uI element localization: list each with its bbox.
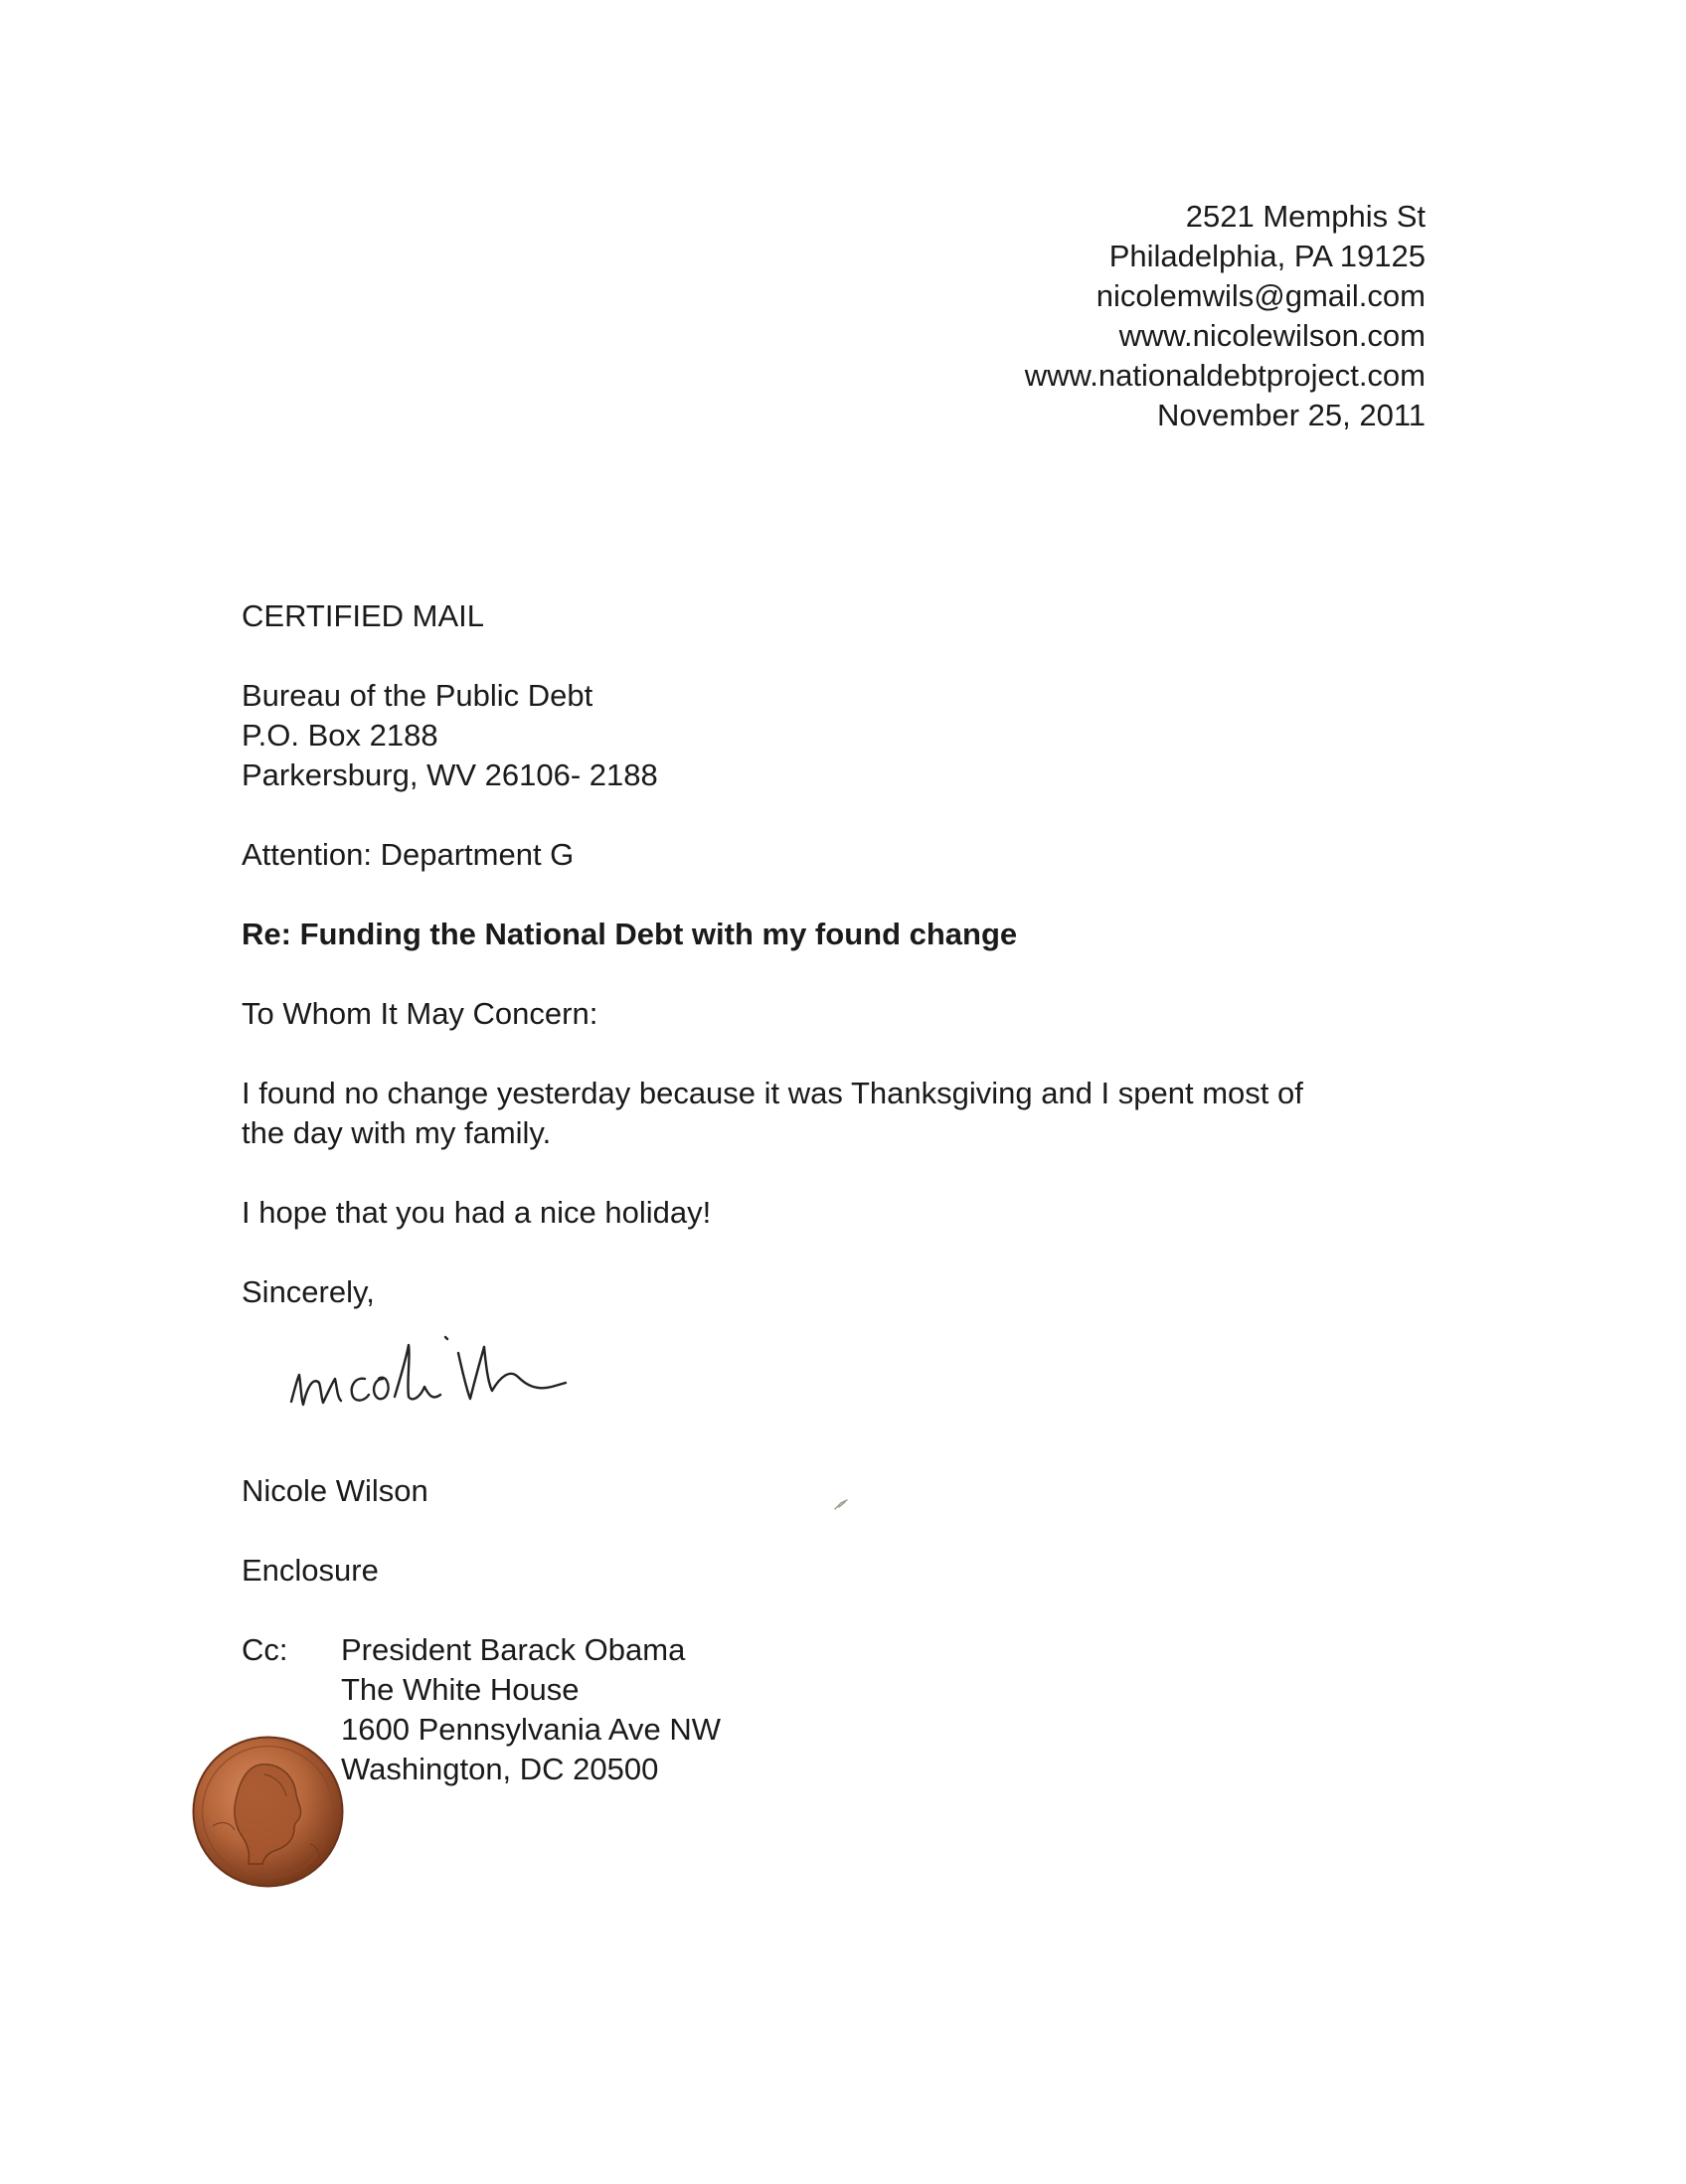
penny-coin-icon: [191, 1735, 345, 1889]
recipient-city-state-zip: Parkersburg, WV 26106- 2188: [242, 757, 658, 792]
recipient-name: Bureau of the Public Debt: [242, 678, 593, 713]
paragraph-1-line-1: I found no change yesterday because it was Thanksgiving and I spent most of: [242, 1076, 1303, 1110]
body-paragraph-1: [242, 1074, 1303, 1153]
body-paragraph-2: I hope that you had a nice holiday!: [242, 1195, 712, 1230]
paragraph-1-line-2: the day with my family.: [242, 1115, 552, 1150]
paper-speck-mark: [833, 1497, 851, 1511]
enclosure-note: Enclosure: [242, 1553, 379, 1588]
sender-email: nicolemwils@gmail.com: [1096, 278, 1426, 313]
cc-label: Cc:: [242, 1632, 288, 1667]
cc-line-3: 1600 Pennsylvania Ave NW: [341, 1712, 721, 1747]
recipient-address-block: [242, 676, 658, 795]
sender-website-personal: www.nicolewilson.com: [1118, 318, 1426, 353]
salutation: To Whom It May Concern:: [242, 996, 598, 1031]
sender-website-project: www.nationaldebtproject.com: [1024, 358, 1426, 393]
cc-line-2: The White House: [341, 1672, 580, 1707]
sender-street: 2521 Memphis St: [1185, 199, 1426, 234]
subject-line: Re: Funding the National Debt with my found change: [242, 917, 1018, 951]
cc-address-block: [341, 1630, 721, 1789]
cc-line-1: President Barack Obama: [341, 1632, 686, 1667]
signer-name: Nicole Wilson: [242, 1473, 428, 1508]
sender-city-state-zip: Philadelphia, PA 19125: [1108, 239, 1426, 273]
attention-line: Attention: Department G: [242, 837, 575, 872]
sender-address-block: [1025, 197, 1426, 435]
cc-line-4: Washington, DC 20500: [341, 1752, 659, 1786]
certified-mail-label: CERTIFIED MAIL: [242, 598, 485, 633]
closing: Sincerely,: [242, 1274, 375, 1309]
recipient-po-box: P.O. Box 2188: [242, 718, 438, 753]
handwritten-signature: [283, 1317, 661, 1446]
letter-date: November 25, 2011: [1157, 398, 1426, 432]
